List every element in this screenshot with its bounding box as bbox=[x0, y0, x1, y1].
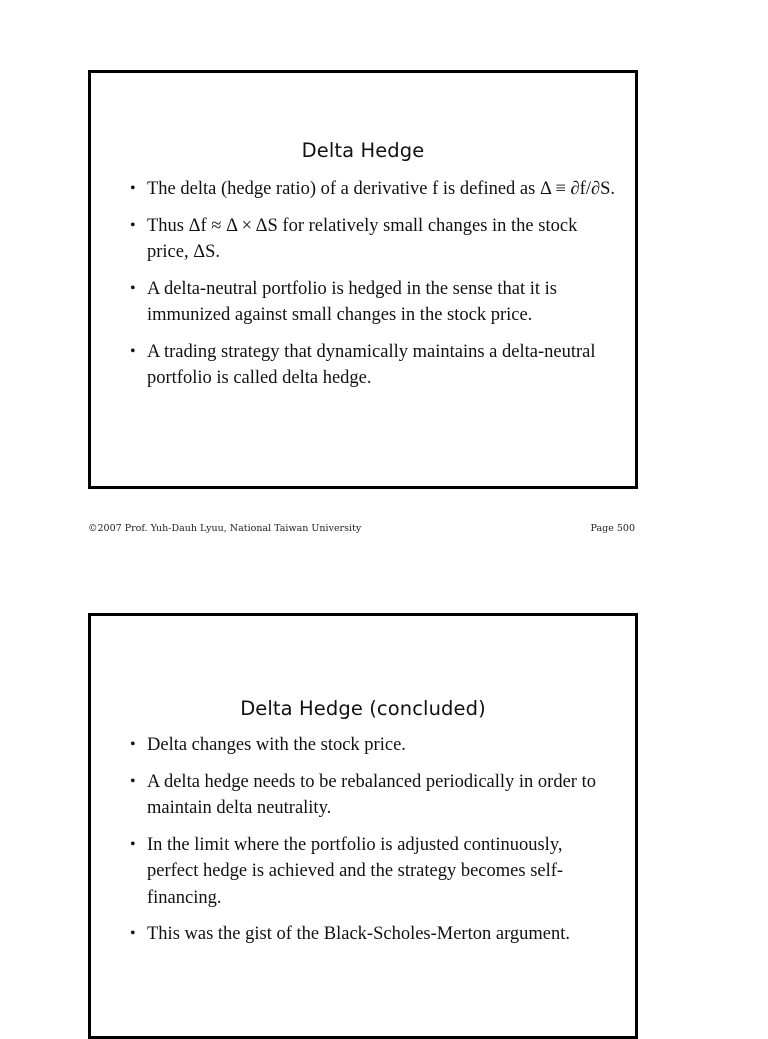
bullet-text: Delta changes with the stock price. bbox=[147, 735, 406, 755]
list-item bbox=[125, 832, 617, 912]
slide-title: Delta Hedge bbox=[301, 139, 425, 162]
bullet-text: A trading strategy that dynamically maintains a delta-neutral portfolio is called delta hedge. bbox=[147, 341, 596, 388]
list-item bbox=[125, 176, 617, 203]
bullet-list bbox=[125, 732, 617, 958]
slide-delta-hedge-concluded bbox=[88, 613, 638, 1039]
bullet-icon: • bbox=[130, 180, 136, 197]
bullet-text: A delta hedge needs to be rebalanced periodically in order to maintain delta neutrality. bbox=[147, 771, 596, 818]
bullet-text: In the limit where the portfolio is adjusted continuously, perfect hedge is achieved and the strategy becomes self-financing. bbox=[147, 834, 564, 908]
bullet-icon: • bbox=[130, 342, 136, 360]
bullet-icon: • bbox=[130, 216, 136, 234]
list-item bbox=[125, 276, 617, 329]
slide-title: Delta Hedge (concluded) bbox=[240, 697, 486, 720]
bullet-icon: • bbox=[130, 925, 136, 942]
bullet-list bbox=[125, 176, 617, 402]
list-item bbox=[125, 769, 617, 822]
list-item bbox=[125, 732, 617, 759]
bullet-text: A delta-neutral portfolio is hedged in the sense that it is immunized against small changes in the stock price. bbox=[147, 278, 557, 325]
bullet-text: This was the gist of the Black-Scholes-Merton argument. bbox=[147, 924, 571, 944]
bullet-text: Thus Δf ≈ Δ × ΔS for relatively small changes in the stock price, ΔS. bbox=[147, 215, 578, 262]
bullet-text: The delta (hedge ratio) of a derivative f is defined as Δ ≡ ∂f/∂S. bbox=[147, 179, 616, 199]
bullet-icon: • bbox=[130, 736, 136, 753]
list-item bbox=[125, 213, 617, 266]
list-item bbox=[125, 921, 617, 948]
bullet-icon: • bbox=[130, 279, 136, 297]
slide-delta-hedge bbox=[88, 70, 638, 489]
copyright-text: ©2007 Prof. Yuh-Dauh Lyuu, National Taiwan University bbox=[88, 523, 362, 534]
page-number: Page 500 bbox=[590, 523, 635, 534]
list-item bbox=[125, 339, 617, 392]
bullet-icon: • bbox=[130, 835, 136, 853]
bullet-icon: • bbox=[130, 772, 136, 790]
